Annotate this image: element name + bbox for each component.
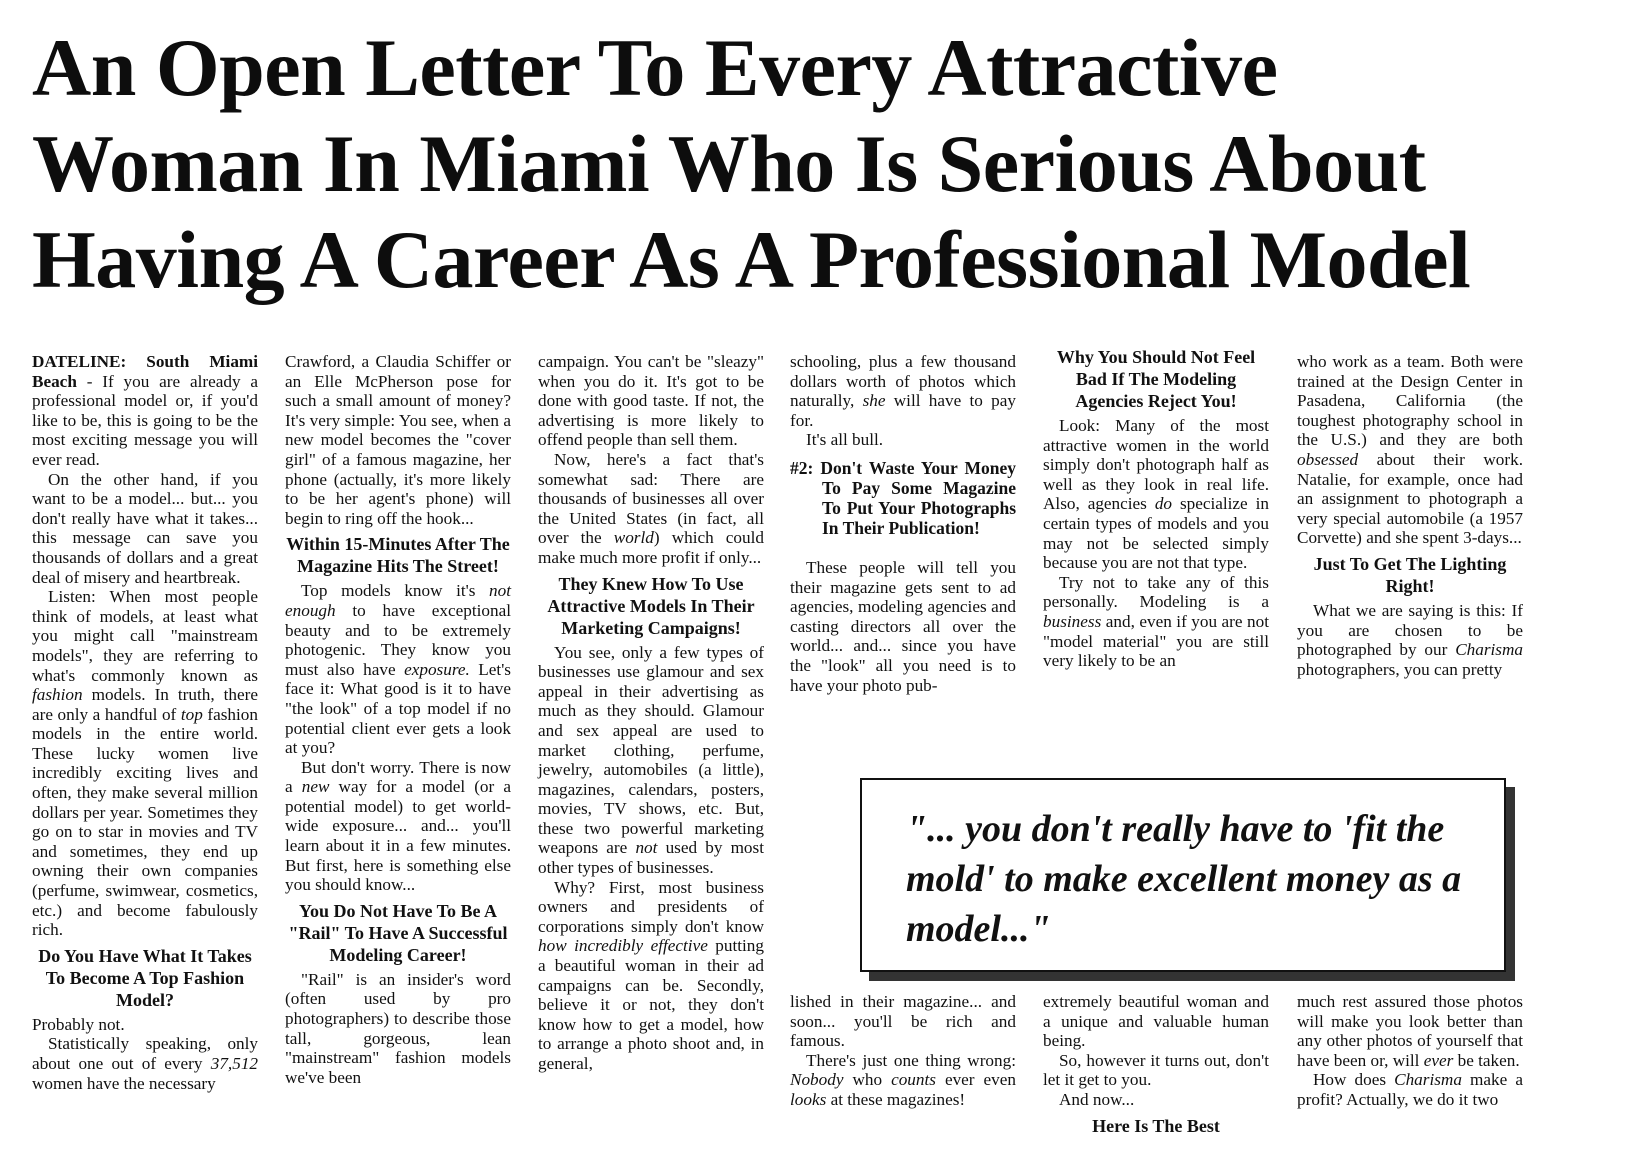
paragraph: On the other hand, if you want to be a model... but... you don't really have what it takes... this message can save you thousands of dollars and a great deal of misery and heartbreak. (32, 469, 258, 587)
column-4-bottom (790, 992, 1016, 1110)
paragraph: It's all bull. (806, 430, 884, 450)
paragraph: So, however it turns out, don't let it get to you. (1043, 1050, 1269, 1090)
paragraph: DATELINE: South Miami Beach - If you are already a professional model or, if you'd like to be, this is going to be the most exciting message you will ever read. (32, 352, 258, 469)
column-6-bottom (1297, 992, 1523, 1110)
dateline: DATELINE: South Miami Beach (32, 352, 258, 391)
paragraph: But don't worry. There is now a new way for a model (or a potential model) to get world-wide exposure... and... you'll learn about it in a few minutes. But first, here is something else you should know... (285, 757, 511, 895)
column-1 (32, 352, 258, 1093)
column-3 (538, 352, 764, 1074)
paragraph: campaign. You can't be "sleazy" when you do it. It's got to be done with good taste. If not, the advertising is more likely to offend people than sell them. (538, 352, 764, 450)
paragraph: schooling, plus a few thousand dollars worth of photos which naturally, she will have to pay for. (790, 352, 1016, 430)
paragraph: Listen: When most people think of models, at least what you might call "mainstream models", they are referring to what's commonly known as fashion models. In truth, there are only a handful of top fashion models in the entire world. These lucky women live incredibly exciting lives and often, they make several million dollars per year. Sometimes they go on to star in movies and TV and sometimes, they end up owning their own companies (perfume, swimwear, cosmetics, etc.) and become fabulously rich. (32, 587, 258, 940)
paragraph: Why? First, most business owners and presidents of corporations simply don't know how incredibly effective putting a beautiful woman in their ad campaigns can be. Secondly, believe it or not, they don't know how to get a model, how to arrange a photo shoot and, in general, (538, 877, 764, 1073)
paragraph: who work as a team. Both were trained at the Design Center in Pasadena, California (the toughest photography school in the U.S.) and they are both obsessed about their work. Natalie, for example, once had an assignment to photograph a very special automobile (a 1957 Corvette) and she spent 3-days... (1297, 352, 1523, 548)
subheading: They Knew How To Use Attractive Models In Their Marketing Campaigns! (547, 573, 755, 638)
headline-line-3: Having A Career As A Professional Model (32, 214, 1471, 305)
paragraph: You see, only a few types of businesses use glamour and sex appeal in their advertising as much as they should. Glamour and sex appeal are used to market clothing, perfume, jewelry, automobiles (a little), magazines, calendars, posters, movies, TV shows, etc. But, these two powerful marketing weapons are not used by most other types of businesses. (538, 642, 764, 878)
paragraph: extremely beautiful woman and a unique and valuable human being. (1043, 992, 1269, 1051)
paragraph: much rest assured those photos will make you look better than any other photos of yourself that have been or, will ever be taken. (1297, 992, 1523, 1070)
headline (32, 20, 1592, 308)
paragraph: Try not to take any of this personally. Modeling is a business and, even if you are not "model material" you are still very likely to be an (1043, 572, 1269, 671)
subheading: Do You Have What It Takes To Become A Top Fashion Model? (38, 945, 252, 1010)
paragraph: How does Charisma make a profit? Actually, we do it two (1297, 1070, 1523, 1109)
paragraph: "Rail" is an insider's word (often used by pro photographers) to describe those tall, gorgeous, lean "mainstream" fashion models we've been (285, 969, 511, 1087)
paragraph: Crawford, a Claudia Schiffer or an Elle McPherson pose for such a small amount of money? It's very simple: You see, when a new model becomes the "cover girl" of a famous magazine, her phone (actually, it's more likely to be her agent's phone) will begin to ring off the hook... (285, 352, 511, 528)
headline-line-2: Woman In Miami Who Is Serious About (32, 118, 1426, 209)
paragraph: Look: Many of the most attractive women in the world simply don't photograph half as well as they look in real life. Also, agencies do specialize in certain types of models and you may not be selected simply because you are not that type. (1043, 416, 1269, 573)
numbered-heading: #2: Don't Waste Your Money To Pay Some Magazine To Put Your Photographs In Their Publication! (790, 457, 1016, 538)
headline-line-1: An Open Letter To Every Attractive (32, 22, 1278, 113)
subheading: Here Is The Best (1092, 1115, 1220, 1136)
pull-quote: "... you don't really have to 'fit the mold' to make excellent money as a model..." (906, 808, 1462, 950)
paragraph: lished in their magazine... and soon... you'll be rich and famous. (790, 992, 1016, 1051)
paragraph: Probably not. (32, 1014, 125, 1034)
paragraph: These people will tell you their magazine gets sent to ad agencies, modeling agencies and casting directors all over the world... and... since you have the "look" all you need is to have your photo pub- (790, 557, 1016, 695)
column-6-top (1297, 352, 1523, 679)
paragraph: And now... (1059, 1089, 1135, 1109)
paragraph: What we are saying is this: If you are chosen to be photographed by our Charisma photographers, you can pretty (1297, 600, 1523, 679)
subheading: Within 15-Minutes After The Magazine Hits The Street! (286, 534, 510, 577)
column-5-bottom (1043, 992, 1269, 1141)
subheading: Why You Should Not Feel Bad If The Modeling Agencies Reject You! (1056, 347, 1256, 411)
subheading: Just To Get The Lighting Right! (1313, 553, 1507, 596)
paragraph: Statistically speaking, only about one out of every 37,512 women have the necessary (32, 1034, 258, 1093)
column-5-top (1043, 346, 1269, 671)
column-4-top (790, 352, 1016, 695)
column-2 (285, 352, 511, 1087)
paragraph: There's just one thing wrong: Nobody who counts ever even looks at these magazines! (790, 1050, 1016, 1109)
subheading: You Do Not Have To Be A "Rail" To Have A Successful Modeling Career! (288, 900, 508, 965)
paragraph: Now, here's a fact that's somewhat sad: There are thousands of businesses all over the United States (in fact, all over the world) which could make much more profit if only... (538, 449, 764, 567)
pull-quote-box (860, 778, 1506, 972)
paragraph: Top models know it's not enough to have exceptional beauty and to be extremely photogenic. They know you must also have exposure. Let's face it: What good is it to have "the look" of a top model if no potential client ever gets a look at you? (285, 581, 511, 758)
